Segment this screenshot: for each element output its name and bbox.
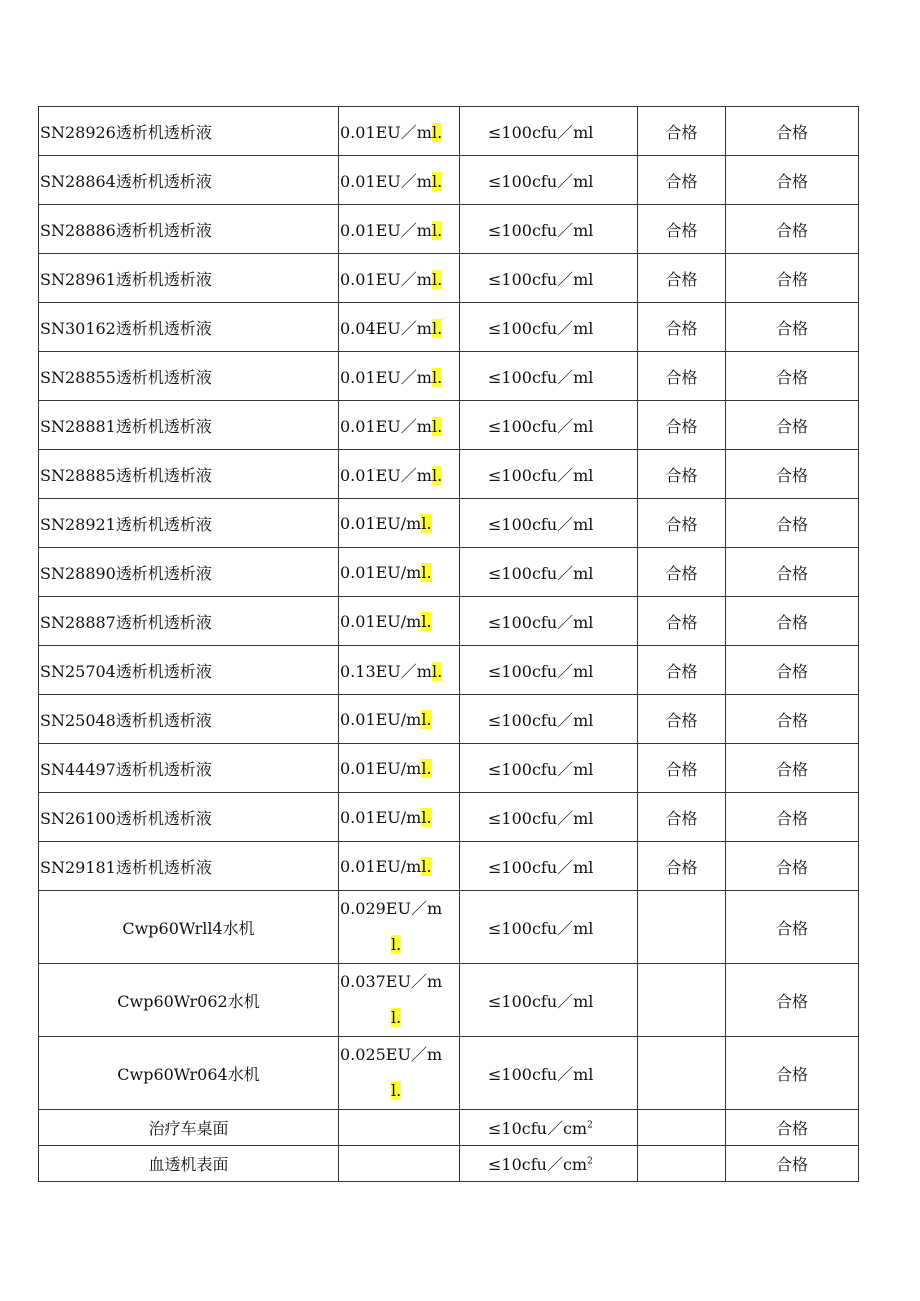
result-2: 合格 [726,499,859,548]
standard-limit: ≤100cfu／ml [460,401,638,450]
table-row [39,744,859,793]
table-row [39,646,859,695]
result-2: 合格 [726,450,859,499]
standard-limit: ≤100cfu／ml [460,254,638,303]
endotoxin-value: 0.01EU/ml. [339,744,460,793]
standard-limit: $\le 10cfu/cm^2$ [460,1110,638,1146]
endotoxin-value: 0.01EU/ml. [339,793,460,842]
table-row [39,695,859,744]
table-row [39,1110,859,1146]
table-row [39,205,859,254]
result-2: 合格 [726,793,859,842]
sample-name: SN28926透析机透析液 [39,107,339,156]
result-1: 合格 [638,303,726,352]
sample-name: SN26100透析机透析液 [39,793,339,842]
result-2: 合格 [726,646,859,695]
standard-limit: ≤100cfu／ml [460,891,638,964]
endotoxin-value: 0.01EU/ml. [339,695,460,744]
table-row [39,499,859,548]
standard-limit: ≤100cfu／ml [460,156,638,205]
standard-limit: ≤100cfu／ml [460,1037,638,1110]
standard-limit: ≤100cfu／ml [460,695,638,744]
endotoxin-value: 0.01EU／ml. [339,401,460,450]
endotoxin-value: 0.01EU／ml. [339,107,460,156]
endotoxin-value: 0.029EU／m l. [339,891,460,964]
sample-name: SN28961透析机透析液 [39,254,339,303]
endotoxin-value: 0.01EU／ml. [339,450,460,499]
standard-limit: ≤100cfu／ml [460,352,638,401]
result-2: 合格 [726,695,859,744]
endotoxin-value: 0.01EU／ml. [339,254,460,303]
endotoxin-value: 0.01EU/ml. [339,842,460,891]
result-1: 合格 [638,254,726,303]
standard-limit: ≤100cfu／ml [460,205,638,254]
endotoxin-value [339,1146,460,1182]
result-1: 合格 [638,450,726,499]
endotoxin-value: 0.04EU／ml. [339,303,460,352]
table-row [39,964,859,1037]
endotoxin-value: 0.01EU／ml. [339,156,460,205]
result-1: 合格 [638,597,726,646]
result-2: 合格 [726,842,859,891]
result-1: 合格 [638,107,726,156]
table-row [39,107,859,156]
table-row [39,793,859,842]
sample-name: SN28885透析机透析液 [39,450,339,499]
sample-name: Cwp60Wrll4水机 [39,891,339,964]
endotoxin-value: 0.13EU／ml. [339,646,460,695]
sample-name: SN25704透析机透析液 [39,646,339,695]
table-row [39,352,859,401]
result-1: 合格 [638,205,726,254]
table-row [39,548,859,597]
result-1: 合格 [638,548,726,597]
result-1: 合格 [638,842,726,891]
result-2: 合格 [726,744,859,793]
standard-limit: ≤100cfu／ml [460,646,638,695]
result-1: 合格 [638,793,726,842]
result-2: 合格 [726,891,859,964]
result-2: 合格 [726,205,859,254]
standard-limit: ≤100cfu／ml [460,793,638,842]
sample-name: SN30162透析机透析液 [39,303,339,352]
sample-name: SN29181透析机透析液 [39,842,339,891]
table-row [39,450,859,499]
result-1: 合格 [638,156,726,205]
sample-name: SN28881透析机透析液 [39,401,339,450]
endotoxin-value: 0.01EU/ml. [339,597,460,646]
table-row [39,1146,859,1182]
endotoxin-value: 0.01EU/ml. [339,548,460,597]
standard-limit: $\le 10cfu/cm^2$ [460,1146,638,1182]
result-2: 合格 [726,352,859,401]
sample-name: SN28890透析机透析液 [39,548,339,597]
result-2: 合格 [726,107,859,156]
standard-limit: ≤100cfu／ml [460,597,638,646]
result-1 [638,1146,726,1182]
endotoxin-value: 0.01EU／ml. [339,352,460,401]
sample-name: Cwp60Wr064水机 [39,1037,339,1110]
sample-name: SN28855透析机透析液 [39,352,339,401]
result-1 [638,1110,726,1146]
result-2: 合格 [726,401,859,450]
result-1: 合格 [638,744,726,793]
result-1: 合格 [638,352,726,401]
endotoxin-value: 0.01EU／ml. [339,205,460,254]
table-row [39,303,859,352]
standard-limit: ≤100cfu／ml [460,744,638,793]
endotoxin-value: 0.037EU／m l. [339,964,460,1037]
sample-name: 治疗车桌面 [39,1110,339,1146]
sample-name: SN28921透析机透析液 [39,499,339,548]
result-2: 合格 [726,254,859,303]
result-1: 合格 [638,646,726,695]
table-row [39,891,859,964]
result-1 [638,964,726,1037]
standard-limit: ≤100cfu／ml [460,548,638,597]
table-row [39,156,859,205]
result-2: 合格 [726,1110,859,1146]
result-1: 合格 [638,499,726,548]
result-1 [638,891,726,964]
result-2: 合格 [726,1037,859,1110]
result-2: 合格 [726,964,859,1037]
sample-name: SN28864透析机透析液 [39,156,339,205]
sample-name: Cwp60Wr062水机 [39,964,339,1037]
endotoxin-value: 0.025EU／m l. [339,1037,460,1110]
table-row [39,401,859,450]
sample-name: SN44497透析机透析液 [39,744,339,793]
sample-name: SN28887透析机透析液 [39,597,339,646]
endotoxin-value [339,1110,460,1146]
sample-name: 血透机表面 [39,1146,339,1182]
result-1: 合格 [638,401,726,450]
sample-name: SN25048透析机透析液 [39,695,339,744]
table-row [39,1037,859,1110]
result-1: 合格 [638,695,726,744]
table-row [39,842,859,891]
endotoxin-value: 0.01EU/ml. [339,499,460,548]
standard-limit: ≤100cfu／ml [460,303,638,352]
results-table [38,106,859,1182]
standard-limit: ≤100cfu／ml [460,964,638,1037]
result-2: 合格 [726,1146,859,1182]
result-1 [638,1037,726,1110]
standard-limit: ≤100cfu／ml [460,450,638,499]
result-2: 合格 [726,303,859,352]
table-row [39,254,859,303]
standard-limit: ≤100cfu／ml [460,842,638,891]
standard-limit: ≤100cfu／ml [460,107,638,156]
table-row [39,597,859,646]
sample-name: SN28886透析机透析液 [39,205,339,254]
result-2: 合格 [726,156,859,205]
result-2: 合格 [726,597,859,646]
standard-limit: ≤100cfu／ml [460,499,638,548]
result-2: 合格 [726,548,859,597]
